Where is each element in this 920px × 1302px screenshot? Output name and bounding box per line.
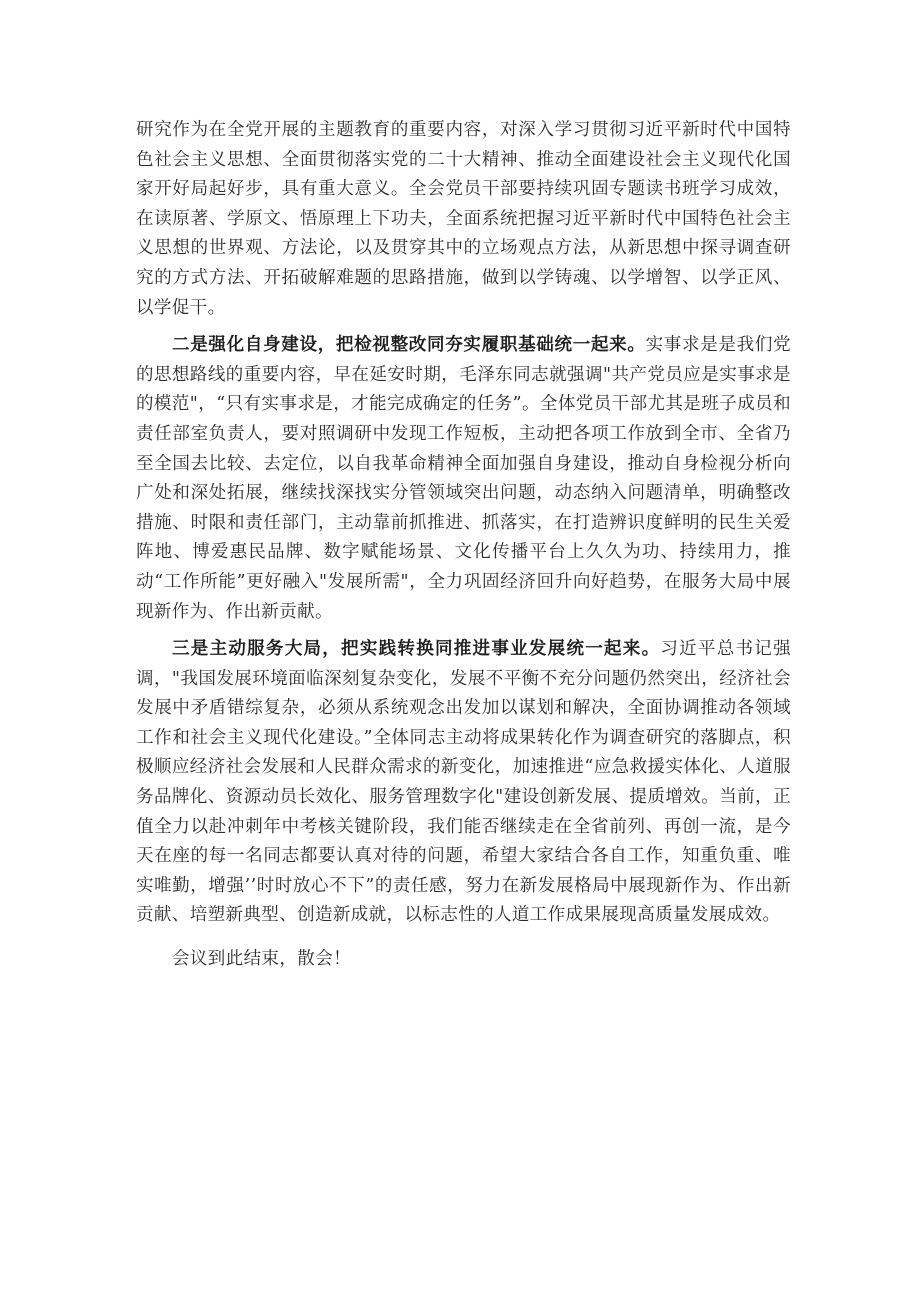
- paragraph-serve-overall: [136, 635, 791, 931]
- paragraph-text: 会议到此结束，散会！: [172, 949, 351, 970]
- document-body: [136, 116, 791, 983]
- paragraph-text: 习近平总书记强调，"我国发展环境面临深刻复杂变化，发展不平衡不充分问题仍然突出，经济社会发展中矛盾错综复杂，必须从系统观念出发加以谋划和解决，全面协调推动各领域工作和社会主义现代化建设。”全体同志主动将成果转化作为调查研究的落脚点，积极顺应经济社会发展和人民群众需求的新变化，加速推进“应急救援实体化、人道服务品牌化、资源动员长效化、服务管理数字化"建设创新发展、提质增效。当前，正值全力以赴冲刺年中考核关键阶段，我们能否继续走在全省前列、再创一流，是今天在座的每一名同志都要认真对待的问题，希望大家结合各自工作，知重负重、唯实唯勤，增强’’时时放心不下”的责任感，努力在新发展格局中展现新作为、作出新贡献、培塑新典型、创造新成就，以标志性的人道工作成果展现高质量发展成效。: [136, 639, 791, 926]
- paragraph-self-building: [136, 331, 791, 627]
- paragraph-text: 实事求是是我们党的思想路线的重要内容，早在延安时期，毛泽东同志就强调"共产党员应是实事求是的模范"，“只有实事求是，才能完成确定的任务”。全体党员干部尤其是班子成员和责任部室负责人，要对照调研中发现工作短板，主动把各项工作放到全市、全省乃至全国去比较、去定位，以自我革命精神全面加强自身建设，推动自身检视分析向广处和深处拓展，继续找深找实分管领域突出问题，动态纳入问题清单，明确整改措施、时限和责任部门，主动靠前抓推进、抓落实，在打造辨识度鲜明的民生关爱阵地、博爱惠民品牌、数字赋能场景、文化传播平台上久久为功、持续用力，推动“工作所能”更好融入"发展所需"，全力巩固经济回升向好趋势，在服务大局中展现新作为、作出新贡献。: [136, 335, 791, 622]
- paragraph-closing: [136, 945, 791, 975]
- paragraph-study-theory: [136, 116, 791, 323]
- paragraph-heading: 三是主动服务大局，把实践转换同推进事业发展统一起来。: [172, 639, 661, 660]
- paragraph-text: 研究作为在全党开展的主题教育的重要内容，对深入学习贯彻习近平新时代中国特色社会主义思想、全面贯彻落实党的二十大精神、推动全面建设社会主义现代化国家开好局起好步，具有重大意义。全会党员干部要持续巩固专题读书班学习成效，在读原著、学原文、悟原理上下功夫，全面系统把握习近平新时代中国特色社会主义思想的世界观、方法论，以及贯穿其中的立场观点方法，从新思想中探寻调查研究的方式方法、开拓破解难题的思路措施，做到以学铸魂、以学增智、以学正风、以学促干。: [136, 120, 791, 318]
- paragraph-heading: 二是强化自身建设，把检视整改同夯实履职基础统一起来。: [172, 335, 646, 356]
